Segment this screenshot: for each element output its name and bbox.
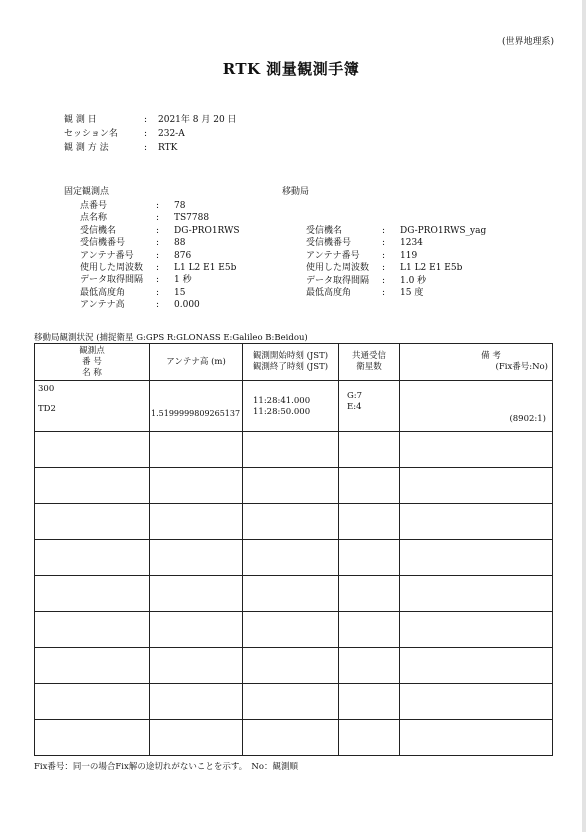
- table-row: [35, 576, 553, 612]
- fixed-label: アンテナ番号: [80, 250, 134, 261]
- mobile-row: 使用した周波数 : L1 L2 E1 E5b: [306, 263, 463, 274]
- mobile-value: 1.0 秒: [400, 275, 427, 286]
- header-row: セッション名 : 232-A: [64, 129, 185, 139]
- mobile-station-title: 移動局: [282, 187, 310, 197]
- remark-cell: [400, 381, 553, 432]
- fixed-station-info: [80, 200, 240, 312]
- fixed-row: アンテナ高 : 0.000: [80, 300, 200, 311]
- mobile-row: 受信機名 : DG-PRO1RWS_yag: [306, 226, 487, 236]
- header-row: 観 測 方 法 : RTK: [64, 143, 178, 153]
- table-row: [35, 381, 553, 432]
- fixed-row: 受信機名 : DG-PRO1RWS: [80, 225, 240, 236]
- satellite-cell: [339, 381, 400, 432]
- observation-section-title: 移動局観測状況 (捕捉衛星 G:GPS R:GLONASS E:Galileo B:Beidou): [34, 333, 308, 343]
- mobile-label: データ取得間隔: [306, 275, 370, 286]
- header-value: 2021年 8 月 20 日: [158, 115, 237, 125]
- start-time: 11:28:41.000: [253, 396, 311, 406]
- fixed-value: DG-PRO1RWS: [174, 225, 240, 236]
- mobile-station-info: [306, 225, 486, 299]
- header-satellites: 共通受信 衛星数: [339, 344, 400, 381]
- station-number: 300: [38, 384, 55, 394]
- mobile-value: L1 L2 E1 E5b: [400, 263, 463, 274]
- table-row: [35, 504, 553, 540]
- mobile-label: 受信機名: [306, 226, 343, 236]
- fixed-value: 15: [174, 287, 186, 298]
- satellite-gps: G:7: [347, 391, 363, 401]
- fixed-station-title: 固定観測点: [64, 187, 110, 197]
- satellite-galileo: E:4: [347, 402, 362, 412]
- table-row: [35, 468, 553, 504]
- fixed-value: 0.000: [174, 300, 200, 311]
- time-cell: [243, 381, 339, 432]
- coordinate-system-label: (世界地理系): [501, 37, 554, 47]
- fixed-value: 78: [174, 201, 186, 211]
- fixed-row: データ取得間隔 : 1 秒: [80, 275, 192, 286]
- mobile-label: 最低高度角: [306, 288, 352, 299]
- mobile-row: 受信機番号 : 1234: [306, 238, 423, 249]
- header-label: 観 測 日: [64, 115, 97, 125]
- fixed-label: 点番号: [80, 201, 108, 211]
- mobile-value: 119: [400, 250, 418, 261]
- end-time: 11:28:50.000: [253, 407, 311, 417]
- fixed-label: データ取得間隔: [80, 275, 144, 286]
- fixed-label: 最低高度角: [80, 287, 126, 298]
- footer-note: Fix番号：同一の場合Fix解の途切れがないことを示す。 No：観測順: [34, 762, 298, 772]
- table-row: [35, 540, 553, 576]
- fixed-label: 受信機名: [80, 225, 117, 236]
- header-station: 観測点 番 号 名 称: [35, 344, 150, 381]
- fixed-label: 点名称: [80, 213, 108, 224]
- fixed-value: 88: [174, 238, 186, 249]
- fixed-row: 点番号 : 78: [80, 201, 186, 211]
- table-row: [35, 684, 553, 720]
- fixed-value: L1 L2 E1 E5b: [174, 263, 237, 274]
- header-remarks: 備 考 (Fix番号:No): [400, 344, 553, 381]
- page-title: RTK 測量観測手簿: [222, 60, 360, 78]
- fixed-label: 受信機番号: [80, 238, 126, 249]
- fixed-value: 876: [174, 250, 192, 261]
- table-header-row: [35, 344, 553, 381]
- header-value: 232-A: [158, 129, 185, 139]
- header-info: [64, 113, 237, 155]
- mobile-value: DG-PRO1RWS_yag: [400, 226, 487, 236]
- mobile-label: 使用した周波数: [306, 263, 370, 274]
- fixed-row: 点名称 : TS7788: [80, 213, 210, 224]
- fixed-row: 使用した周波数 : L1 L2 E1 E5b: [80, 263, 237, 274]
- fixed-value: 1 秒: [174, 275, 192, 286]
- fixed-row: アンテナ番号 : 876: [80, 250, 192, 261]
- observation-table: [34, 343, 553, 756]
- fix-remark: (8902:1): [509, 414, 546, 424]
- mobile-value: 15 度: [400, 288, 424, 299]
- header-label: 観 測 方 法: [64, 143, 109, 153]
- fixed-label: 使用した周波数: [80, 263, 144, 274]
- header-times: 観測開始時刻 (JST) 観測終了時刻 (JST): [243, 344, 339, 381]
- mobile-row: アンテナ番号 : 119: [306, 250, 418, 261]
- header-value: RTK: [158, 143, 178, 153]
- table-row: [35, 720, 553, 756]
- antenna-height-cell: [150, 381, 243, 432]
- header-row: 観 測 日 : 2021年 8 月 20 日: [64, 115, 237, 125]
- antenna-height-value: 1.5199999809265137: [151, 409, 241, 418]
- mobile-label: 受信機番号: [306, 238, 352, 249]
- mobile-value: 1234: [400, 238, 423, 249]
- fixed-label: アンテナ高: [80, 300, 125, 311]
- mobile-row: データ取得間隔 : 1.0 秒: [306, 275, 427, 286]
- fixed-row: 受信機番号 : 88: [80, 238, 186, 249]
- fixed-value: TS7788: [174, 213, 210, 224]
- fixed-row: 最低高度角 : 15: [80, 287, 186, 298]
- station-name: TD2: [38, 404, 56, 414]
- station-cell: [35, 381, 150, 432]
- table-row: [35, 612, 553, 648]
- mobile-label: アンテナ番号: [306, 250, 360, 261]
- mobile-row: 最低高度角 : 15 度: [306, 288, 424, 299]
- header-label: セッション名: [64, 129, 118, 139]
- table-row: [35, 432, 553, 468]
- table-row: [35, 648, 553, 684]
- header-antenna-height: アンテナ高 (m): [150, 344, 243, 381]
